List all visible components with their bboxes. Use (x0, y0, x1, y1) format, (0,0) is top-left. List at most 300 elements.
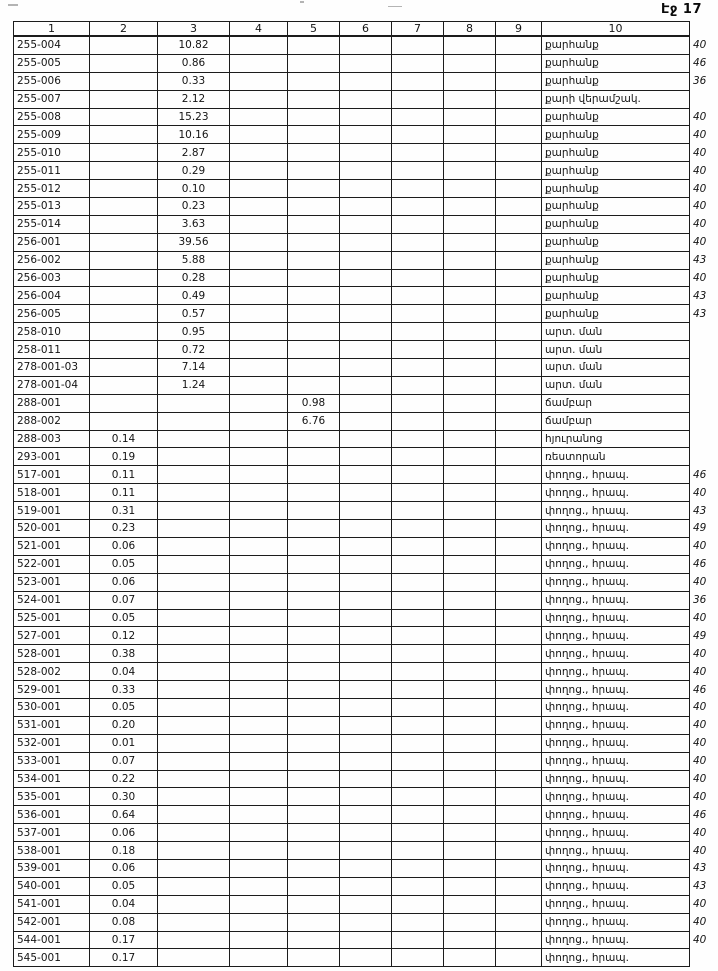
table-cell (340, 54, 392, 72)
table-cell: 0.22 (90, 770, 158, 788)
column-header: 10 (542, 22, 690, 37)
table-cell: փողոց., հրապ. (542, 770, 690, 788)
margin-annotation: 40 (693, 916, 707, 929)
table-row (14, 126, 718, 144)
table-cell (496, 251, 542, 269)
page-number-label: Էջ 17 (660, 2, 702, 17)
table-cell: 537-001 (14, 824, 90, 842)
margin-annotation (690, 323, 718, 341)
table-cell (392, 144, 444, 162)
table-cell (158, 698, 230, 716)
table-cell: 534-001 (14, 770, 90, 788)
table-cell: 528-002 (14, 663, 90, 681)
table-cell (444, 537, 496, 555)
table-cell (496, 573, 542, 591)
table-cell (496, 931, 542, 949)
table-row (14, 949, 718, 967)
table-cell (496, 162, 542, 180)
table-cell (90, 359, 158, 377)
table-cell: 525-001 (14, 609, 90, 627)
table-cell (340, 520, 392, 538)
table-cell (496, 180, 542, 198)
table-cell (158, 520, 230, 538)
table-cell (288, 269, 340, 287)
table-cell (288, 859, 340, 877)
table-cell: 255-014 (14, 215, 90, 233)
table-cell (288, 323, 340, 341)
table-cell (230, 645, 288, 663)
table-cell (392, 502, 444, 520)
table-cell (230, 144, 288, 162)
table-cell (158, 913, 230, 931)
table-cell (392, 180, 444, 198)
table-cell: փողոց., հրապ. (542, 484, 690, 502)
table-cell (230, 681, 288, 699)
table-cell (496, 502, 542, 520)
table-cell (496, 54, 542, 72)
margin-annotation (690, 359, 718, 377)
table-cell: 538-001 (14, 842, 90, 860)
table-cell: 520-001 (14, 520, 90, 538)
table-cell (392, 573, 444, 591)
margin-annotation: 40 (693, 719, 707, 732)
table-cell (90, 90, 158, 108)
table-cell: քարհանք (542, 36, 690, 54)
margin-annotation: 46 (693, 558, 707, 571)
table-cell: քարհանք (542, 287, 690, 305)
table-cell (230, 180, 288, 198)
table-cell: 0.18 (90, 842, 158, 860)
table-row (14, 609, 718, 627)
table-row (14, 54, 718, 72)
table-cell (158, 663, 230, 681)
table-cell (90, 126, 158, 144)
table-row (14, 824, 718, 842)
table-cell (288, 895, 340, 913)
table-cell: 0.72 (158, 341, 230, 359)
table-cell (392, 484, 444, 502)
table-cell (340, 859, 392, 877)
table-cell (392, 609, 444, 627)
table-cell: փողոց., հրապ. (542, 949, 690, 967)
table-cell (496, 555, 542, 573)
table-cell (288, 716, 340, 734)
table-row (14, 716, 718, 734)
table-cell (496, 484, 542, 502)
table-cell (158, 430, 230, 448)
table-cell (496, 36, 542, 54)
table-cell (340, 215, 392, 233)
table-cell (496, 877, 542, 895)
table-cell: 288-002 (14, 412, 90, 430)
table-row (14, 430, 718, 448)
table-cell: 0.08 (90, 913, 158, 931)
table-cell (444, 681, 496, 699)
table-cell: քարհանք (542, 198, 690, 216)
table-cell (392, 681, 444, 699)
table-cell: 0.04 (90, 663, 158, 681)
scan-artifact (300, 1, 304, 3)
table-cell (288, 180, 340, 198)
table-cell (444, 859, 496, 877)
table-cell: 256-004 (14, 287, 90, 305)
table-cell (230, 842, 288, 860)
table-cell (288, 359, 340, 377)
table-cell: փողոց., հրապ. (542, 877, 690, 895)
table-cell (444, 126, 496, 144)
table-cell (340, 466, 392, 484)
table-cell (340, 359, 392, 377)
table-cell: 0.07 (90, 752, 158, 770)
table-row (14, 162, 718, 180)
table-cell (288, 537, 340, 555)
table-cell (230, 36, 288, 54)
table-row (14, 591, 718, 609)
table-cell: փողոց., հրապ. (542, 752, 690, 770)
table-cell (392, 537, 444, 555)
table-cell (340, 752, 392, 770)
table-cell: 7.14 (158, 359, 230, 377)
table-cell (340, 877, 392, 895)
table-cell: 517-001 (14, 466, 90, 484)
table-cell (444, 913, 496, 931)
table-cell (392, 233, 444, 251)
table-cell (496, 824, 542, 842)
table-cell: 0.19 (90, 448, 158, 466)
table-cell (392, 108, 444, 126)
table-cell (288, 591, 340, 609)
table-cell (288, 931, 340, 949)
table-cell: 532-001 (14, 734, 90, 752)
table-cell (444, 842, 496, 860)
table-cell (392, 90, 444, 108)
table-cell: 519-001 (14, 502, 90, 520)
margin-annotation: 40 (693, 665, 707, 678)
table-cell (444, 752, 496, 770)
table-cell (288, 842, 340, 860)
margin-annotation: 40 (693, 218, 707, 231)
table-cell (288, 681, 340, 699)
table-cell: 256-002 (14, 251, 90, 269)
table-cell (230, 287, 288, 305)
margin-annotation: 46 (693, 468, 707, 481)
table-cell (158, 394, 230, 412)
table-cell (230, 698, 288, 716)
table-cell: 255-011 (14, 162, 90, 180)
margin-annotation: 36 (693, 594, 707, 607)
table-cell (392, 520, 444, 538)
table-cell (230, 108, 288, 126)
table-cell (230, 573, 288, 591)
table-cell (340, 305, 392, 323)
column-header: 7 (392, 22, 444, 37)
margin-annotation (690, 341, 718, 359)
table-cell (158, 788, 230, 806)
table-row (14, 90, 718, 108)
table-cell: 0.04 (90, 895, 158, 913)
table-cell (230, 323, 288, 341)
table-cell (444, 734, 496, 752)
table-cell: փողոց., հրապ. (542, 913, 690, 931)
margin-annotation: 36 (693, 75, 707, 88)
table-cell: 0.98 (288, 394, 340, 412)
table-cell (444, 555, 496, 573)
margin-annotation: 46 (693, 808, 707, 821)
table-cell (340, 126, 392, 144)
table-cell: փողոց., հրապ. (542, 734, 690, 752)
table-cell (340, 663, 392, 681)
table-cell: փողոց., հրապ. (542, 716, 690, 734)
margin-annotation (690, 430, 718, 448)
table-cell: արտ. ման (542, 341, 690, 359)
table-cell: քարհանք (542, 180, 690, 198)
table-cell: քարհանք (542, 72, 690, 90)
table-row (14, 573, 718, 591)
table-cell (496, 108, 542, 126)
table-cell: 0.10 (158, 180, 230, 198)
table-cell (392, 448, 444, 466)
table-cell: փողոց., հրապ. (542, 520, 690, 538)
table-cell (444, 90, 496, 108)
margin-annotation: 43 (693, 862, 707, 875)
table-cell: 0.17 (90, 931, 158, 949)
column-header: 8 (444, 22, 496, 37)
table-cell: 0.38 (90, 645, 158, 663)
table-cell (90, 72, 158, 90)
table-cell (230, 90, 288, 108)
table-cell (444, 770, 496, 788)
table-cell (444, 484, 496, 502)
table-cell: ճամբար (542, 394, 690, 412)
table-cell (230, 72, 288, 90)
table-cell: փողոց., հրապ. (542, 681, 690, 699)
table-cell (340, 555, 392, 573)
table-cell (288, 752, 340, 770)
table-cell (230, 609, 288, 627)
table-cell (288, 734, 340, 752)
table-cell (392, 752, 444, 770)
table-cell (496, 949, 542, 967)
table-cell (340, 162, 392, 180)
table-cell (392, 126, 444, 144)
table-cell (444, 949, 496, 967)
table-cell (392, 466, 444, 484)
table-row (14, 72, 718, 90)
table-cell (444, 663, 496, 681)
margin-annotation: 40 (693, 647, 707, 660)
table-cell (230, 734, 288, 752)
table-row (14, 788, 718, 806)
table-cell (496, 591, 542, 609)
table-cell: 255-004 (14, 36, 90, 54)
table-cell (444, 394, 496, 412)
table-row (14, 681, 718, 699)
table-cell (90, 287, 158, 305)
table-cell: փողոց., հրապ. (542, 627, 690, 645)
table-cell (288, 36, 340, 54)
table-cell (230, 824, 288, 842)
table-cell: 0.06 (90, 573, 158, 591)
table-cell (444, 645, 496, 663)
table-cell (444, 931, 496, 949)
table-cell (340, 895, 392, 913)
table-cell (496, 323, 542, 341)
table-row (14, 233, 718, 251)
table-row (14, 269, 718, 287)
margin-annotation: 40 (693, 933, 707, 946)
table-cell (158, 752, 230, 770)
table-cell: 521-001 (14, 537, 90, 555)
table-cell (444, 502, 496, 520)
table-row (14, 323, 718, 341)
table-cell (392, 412, 444, 430)
table-cell (340, 734, 392, 752)
table-cell (340, 716, 392, 734)
table-cell: 256-005 (14, 305, 90, 323)
table-cell (496, 609, 542, 627)
table-cell (340, 412, 392, 430)
table-cell: 0.05 (90, 877, 158, 895)
table-cell: 0.11 (90, 466, 158, 484)
table-cell (288, 144, 340, 162)
table-cell (444, 215, 496, 233)
table-cell (392, 931, 444, 949)
table-cell (158, 627, 230, 645)
table-cell: փողոց., հրապ. (542, 895, 690, 913)
margin-annotation: 46 (693, 57, 707, 70)
table-row (14, 251, 718, 269)
table-cell (496, 752, 542, 770)
table-row (14, 376, 718, 394)
table-cell: քարհանք (542, 215, 690, 233)
table-cell: 0.01 (90, 734, 158, 752)
table-cell (340, 323, 392, 341)
table-cell (392, 698, 444, 716)
table-cell: 256-003 (14, 269, 90, 287)
table-cell (340, 627, 392, 645)
table-cell: 0.06 (90, 859, 158, 877)
table-cell (230, 466, 288, 484)
table-cell (90, 269, 158, 287)
table-cell (90, 144, 158, 162)
table-cell (392, 251, 444, 269)
table-cell (444, 788, 496, 806)
table-cell (392, 788, 444, 806)
table-cell (496, 663, 542, 681)
table-cell (158, 877, 230, 895)
table-cell (340, 394, 392, 412)
table-cell (496, 698, 542, 716)
table-cell (230, 752, 288, 770)
table-cell: փողոց., հրապ. (542, 591, 690, 609)
table-cell (288, 663, 340, 681)
margin-annotation: 40 (693, 39, 707, 52)
margin-annotation: 43 (693, 289, 707, 302)
table-cell (444, 359, 496, 377)
table-row (14, 466, 718, 484)
table-cell: 544-001 (14, 931, 90, 949)
table-cell: 10.82 (158, 36, 230, 54)
table-cell (90, 54, 158, 72)
table-row (14, 36, 718, 54)
table-cell (444, 305, 496, 323)
table-cell (392, 269, 444, 287)
table-cell (340, 108, 392, 126)
table-cell (340, 448, 392, 466)
table-cell (340, 376, 392, 394)
table-cell (444, 144, 496, 162)
margin-annotation: 46 (693, 683, 707, 696)
table-cell: փողոց., հրապ. (542, 502, 690, 520)
table-cell (392, 770, 444, 788)
table-cell: քարհանք (542, 144, 690, 162)
table-cell (230, 341, 288, 359)
table-cell (230, 895, 288, 913)
table-cell (158, 645, 230, 663)
margin-annotation: 40 (693, 164, 707, 177)
table-cell (392, 913, 444, 931)
table-row (14, 734, 718, 752)
table-cell (340, 949, 392, 967)
table-cell (444, 180, 496, 198)
table-cell (288, 520, 340, 538)
table-cell: փողոց., հրապ. (542, 609, 690, 627)
table-cell (340, 484, 392, 502)
table-cell (288, 162, 340, 180)
table-cell (444, 412, 496, 430)
table-row (14, 895, 718, 913)
table-cell (90, 394, 158, 412)
table-cell (340, 645, 392, 663)
table-cell (340, 913, 392, 931)
table-cell (496, 287, 542, 305)
table-cell (496, 430, 542, 448)
table-cell (230, 376, 288, 394)
table-row (14, 555, 718, 573)
table-cell (496, 269, 542, 287)
table-cell (288, 555, 340, 573)
margin-annotation (690, 448, 718, 466)
table-cell (340, 430, 392, 448)
table-cell: 529-001 (14, 681, 90, 699)
table-cell: 542-001 (14, 913, 90, 931)
table-cell (496, 144, 542, 162)
table-cell (90, 198, 158, 216)
table-cell (288, 198, 340, 216)
margin-column-header (690, 22, 718, 37)
table-row (14, 359, 718, 377)
table-cell: արտ. ման (542, 376, 690, 394)
table-cell (444, 573, 496, 591)
table-cell (444, 251, 496, 269)
table-row (14, 108, 718, 126)
table-cell (230, 806, 288, 824)
margin-annotation: 43 (693, 504, 707, 517)
table-cell (340, 573, 392, 591)
table-cell (288, 806, 340, 824)
table-cell (288, 287, 340, 305)
table-cell: 523-001 (14, 573, 90, 591)
table-cell: փողոց., հրապ. (542, 537, 690, 555)
table-cell: 528-001 (14, 645, 90, 663)
table-cell (496, 806, 542, 824)
table-cell: փողոց., հրապ. (542, 573, 690, 591)
table-cell: 39.56 (158, 233, 230, 251)
table-cell: 0.28 (158, 269, 230, 287)
table-cell: 0.31 (90, 502, 158, 520)
table-cell (496, 537, 542, 555)
table-cell (288, 376, 340, 394)
